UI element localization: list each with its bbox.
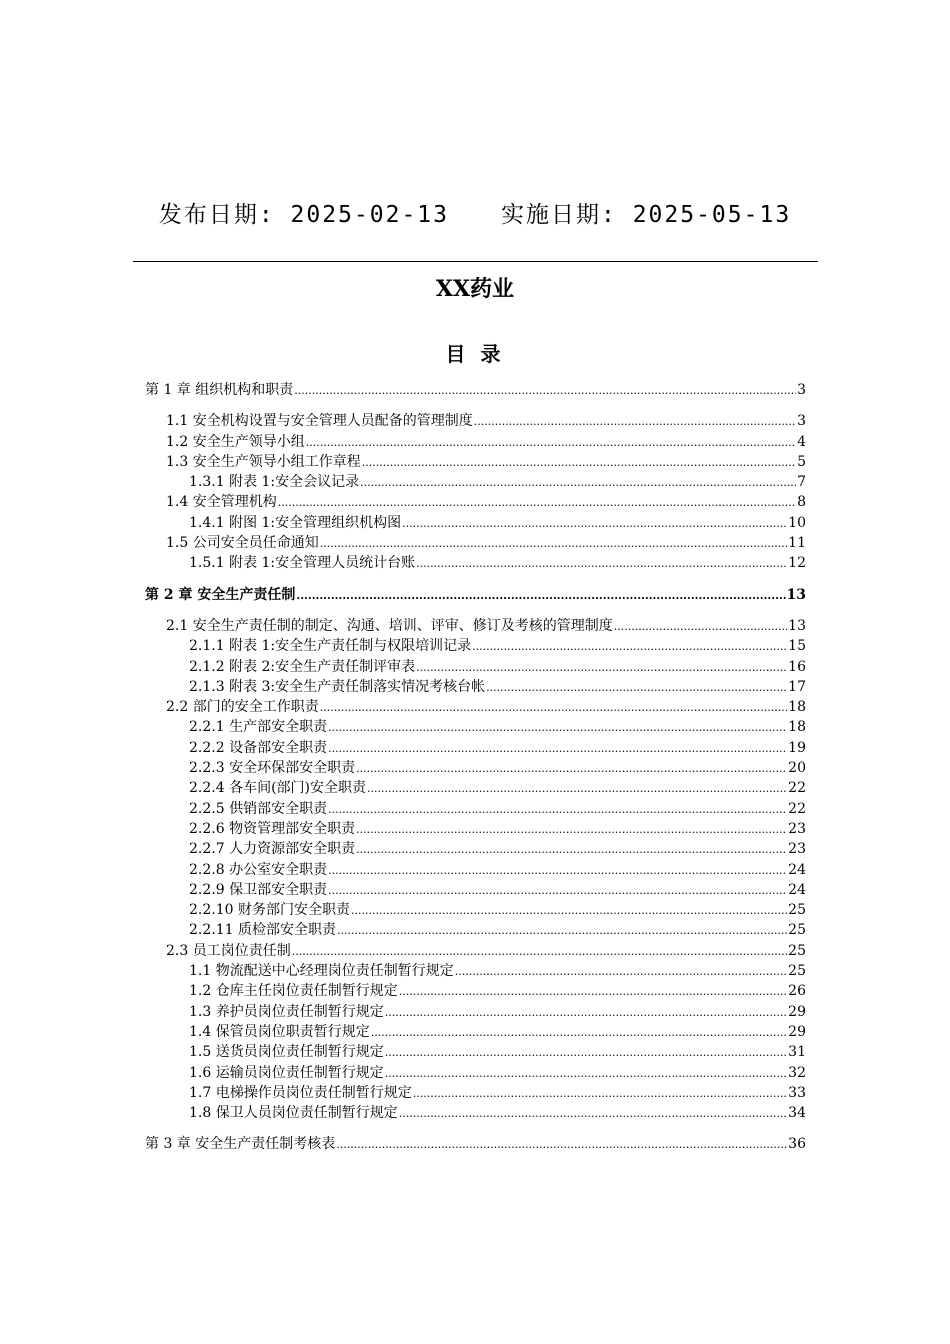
toc-entry[interactable] [145, 585, 806, 605]
toc-entry-page: 22 [788, 780, 806, 797]
toc-entry-page: 23 [788, 841, 806, 858]
toc-dot-leader [402, 514, 787, 534]
toc-entry-label: 1.4 保管员岗位职责暂行规定 [189, 1023, 370, 1040]
header-divider [133, 261, 818, 262]
toc-entry-label: 1.6 运输员岗位责任制暂行规定 [189, 1064, 384, 1081]
toc-entry-page: 13 [786, 586, 806, 603]
toc-entry-page: 3 [797, 413, 806, 430]
company-name: XX药业 [435, 276, 515, 302]
toc-dot-leader [416, 658, 787, 678]
toc-entry-page: 11 [788, 535, 806, 552]
toc-entry-label: 2.2.7 人力资源部安全职责 [189, 841, 356, 858]
toc-entry[interactable] [145, 1083, 806, 1103]
toc-entry-page: 16 [788, 658, 806, 675]
toc-entry[interactable] [145, 616, 806, 636]
toc-entry[interactable] [145, 1063, 806, 1083]
toc-entry-label: 2.2.8 办公室安全职责 [189, 861, 328, 878]
toc-dot-leader [356, 840, 787, 860]
toc-dot-leader [360, 473, 796, 493]
toc-entry-page: 7 [797, 474, 806, 491]
toc-entry[interactable] [145, 697, 806, 717]
toc-entry[interactable] [145, 1134, 806, 1154]
toc-entry[interactable] [145, 900, 806, 920]
toc-dot-leader [294, 381, 796, 401]
toc-entry-label: 1.2 仓库主任岗位责任制暂行规定 [189, 983, 398, 1000]
toc-entry-page: 25 [788, 902, 806, 919]
toc-entry-page: 10 [788, 514, 806, 531]
toc-entry-page: 22 [788, 800, 806, 817]
toc-dot-leader [328, 881, 787, 901]
toc-dot-leader [399, 982, 787, 1002]
toc-entry-label: 2.1.3 附表 3:安全生产责任制落实情况考核台帐 [189, 678, 486, 695]
toc-entry-page: 25 [788, 922, 806, 939]
toc-entry-label: 1.1 物流配送中心经理岗位责任制暂行规定 [189, 963, 454, 980]
toc-dot-leader [413, 1084, 787, 1104]
toc-entry-page: 31 [788, 1044, 806, 1061]
toc-entry[interactable] [145, 860, 806, 880]
toc-entry[interactable] [145, 677, 806, 697]
toc-dot-leader [455, 962, 787, 982]
toc-dot-leader [296, 586, 785, 606]
toc-dot-leader [385, 1003, 787, 1023]
toc-dot-leader [486, 678, 787, 698]
toc-entry[interactable] [145, 738, 806, 758]
toc-entry-page: 25 [788, 942, 806, 959]
toc-entry-label: 1.3 安全生产领导小组工作章程 [166, 453, 361, 470]
toc-entry[interactable] [145, 492, 806, 512]
toc-entry-page: 29 [788, 1023, 806, 1040]
toc-dot-leader [356, 759, 787, 779]
toc-entry-page: 29 [788, 1003, 806, 1020]
toc-entry-page: 25 [788, 963, 806, 980]
toc-entry[interactable] [145, 380, 806, 400]
toc-entry-page: 13 [788, 617, 806, 634]
toc-entry-page: 20 [788, 760, 806, 777]
toc-dot-leader [328, 800, 787, 820]
toc-entry-label: 1.5 公司安全员任命通知 [166, 535, 319, 552]
toc-entry-label: 1.2 安全生产领导小组 [166, 433, 305, 450]
toc-entry[interactable] [145, 819, 806, 839]
toc-entry-page: 23 [788, 820, 806, 837]
toc-entry-label: 2.2.1 生产部安全职责 [189, 719, 328, 736]
toc-entry-page: 24 [788, 861, 806, 878]
toc-entry-label: 2.2.3 安全环保部安全职责 [189, 760, 356, 777]
toc-entry-label: 2.2.6 物资管理部安全职责 [189, 820, 356, 837]
toc-entry[interactable] [145, 961, 806, 981]
toc-entry[interactable] [145, 839, 806, 859]
toc-dot-leader [336, 1135, 787, 1155]
toc-entry-page: 5 [797, 453, 806, 470]
toc-entry-label: 1.8 保卫人员岗位责任制暂行规定 [189, 1105, 398, 1122]
toc-entry-label: 2.1 安全生产责任制的制定、沟通、培训、评审、修订及考核的管理制度 [166, 617, 613, 634]
toc-entry[interactable] [145, 657, 806, 677]
toc-entry-page: 19 [788, 739, 806, 756]
toc-dot-leader [385, 1064, 787, 1084]
toc-entry-label: 1.4.1 附图 1:安全管理组织机构图 [189, 514, 402, 531]
toc-entry-label: 2.2 部门的安全工作职责 [166, 699, 319, 716]
toc-entry[interactable] [145, 778, 806, 798]
toc-entry-page: 36 [788, 1136, 806, 1153]
toc-dot-leader [356, 820, 787, 840]
toc-dot-leader [328, 739, 787, 759]
toc-dot-leader [362, 453, 796, 473]
toc-entry[interactable] [145, 941, 806, 961]
toc-dot-leader [306, 433, 796, 453]
toc-entry-label: 1.4 安全管理机构 [166, 494, 277, 511]
toc-entry-label: 1.3 养护员岗位责任制暂行规定 [189, 1003, 384, 1020]
toc-entry[interactable] [145, 920, 806, 940]
toc-entry-page: 18 [788, 699, 806, 716]
toc-entry[interactable] [145, 981, 806, 1001]
toc-entry-label: 2.2.10 财务部门安全职责 [189, 902, 350, 919]
toc-entry-page: 32 [788, 1064, 806, 1081]
toc-dot-leader [292, 942, 787, 962]
toc-entry-label: 1.3.1 附表 1:安全会议记录 [189, 474, 360, 491]
toc-entry[interactable] [145, 1042, 806, 1062]
toc-entry-page: 34 [788, 1105, 806, 1122]
toc-dot-leader [367, 779, 787, 799]
toc-entry[interactable] [145, 1103, 806, 1123]
toc-entry[interactable] [145, 432, 806, 452]
toc-entry[interactable] [145, 1002, 806, 1022]
toc-entry-page: 24 [788, 881, 806, 898]
toc-entry-page: 17 [788, 678, 806, 695]
toc-dot-leader [474, 412, 796, 432]
toc-entry-label: 1.5 送货员岗位责任制暂行规定 [189, 1044, 384, 1061]
toc-entry[interactable] [145, 880, 806, 900]
toc-entry-page: 18 [788, 719, 806, 736]
toc-entry[interactable] [145, 411, 806, 431]
toc-entry-page: 15 [788, 638, 806, 655]
toc-dot-leader [399, 1104, 787, 1124]
toc-entry-label: 1.7 电梯操作员岗位责任制暂行规定 [189, 1084, 412, 1101]
toc-entry-label: 1.5.1 附表 1:安全管理人员统计台账 [189, 555, 416, 572]
toc-entry-label: 2.2.4 各车间(部门)安全职责 [189, 780, 366, 797]
toc-dot-leader [416, 554, 787, 574]
toc-entry-label: 2.1.1 附表 1:安全生产责任制与权限培训记录 [189, 638, 472, 655]
toc-dot-leader [328, 718, 787, 738]
toc-dot-leader [371, 1023, 787, 1043]
toc-title: 目 录 [445, 342, 505, 366]
toc-dot-leader [337, 921, 787, 941]
toc-entry[interactable] [145, 553, 806, 573]
toc-entry-page: 33 [788, 1084, 806, 1101]
toc-entry[interactable] [145, 717, 806, 737]
toc-dot-leader [385, 1043, 787, 1063]
toc-entry-label: 1.1 安全机构设置与安全管理人员配备的管理制度 [166, 413, 473, 430]
header-dates [0, 196, 950, 229]
effective-date: 实施日期: 2025-05-13 [501, 202, 792, 228]
toc-entry-page: 4 [797, 433, 806, 450]
toc-entry-page: 26 [788, 983, 806, 1000]
toc-dot-leader [278, 493, 796, 513]
toc-entry[interactable] [145, 472, 806, 492]
toc-entry-page: 12 [788, 555, 806, 572]
toc-entry-page: 3 [797, 382, 806, 398]
toc-entry[interactable] [145, 1022, 806, 1042]
toc-entry-label: 2.2.5 供销部安全职责 [189, 800, 328, 817]
toc-entry-label: 第 1 章 组织机构和职责 [145, 382, 294, 398]
toc-entry-label: 2.1.2 附表 2:安全生产责任制评审表 [189, 658, 416, 675]
publish-date: 发布日期: 2025-02-13 [158, 202, 449, 228]
toc-entry[interactable] [145, 513, 806, 533]
toc-entry-label: 2.2.11 质检部安全职责 [189, 922, 336, 939]
toc-dot-leader [472, 637, 787, 657]
toc-dot-leader [614, 617, 787, 637]
toc-dot-leader [351, 901, 787, 921]
toc-entry-label: 2.3 员工岗位责任制 [166, 942, 291, 959]
toc-entry[interactable] [145, 636, 806, 656]
toc-entry[interactable] [145, 533, 806, 553]
toc-entry-label: 2.2.2 设备部安全职责 [189, 739, 328, 756]
table-of-contents [145, 380, 806, 1155]
toc-entry-label: 第 3 章 安全生产责任制考核表 [145, 1136, 336, 1153]
toc-entry[interactable] [145, 452, 806, 472]
toc-dot-leader [328, 861, 787, 881]
toc-dot-leader [320, 534, 787, 554]
toc-entry[interactable] [145, 758, 806, 778]
toc-entry-label: 第 2 章 安全生产责任制 [145, 586, 296, 603]
toc-dot-leader [320, 698, 787, 718]
toc-entry-page: 8 [797, 494, 806, 511]
toc-entry-label: 2.2.9 保卫部安全职责 [189, 881, 328, 898]
toc-entry[interactable] [145, 799, 806, 819]
